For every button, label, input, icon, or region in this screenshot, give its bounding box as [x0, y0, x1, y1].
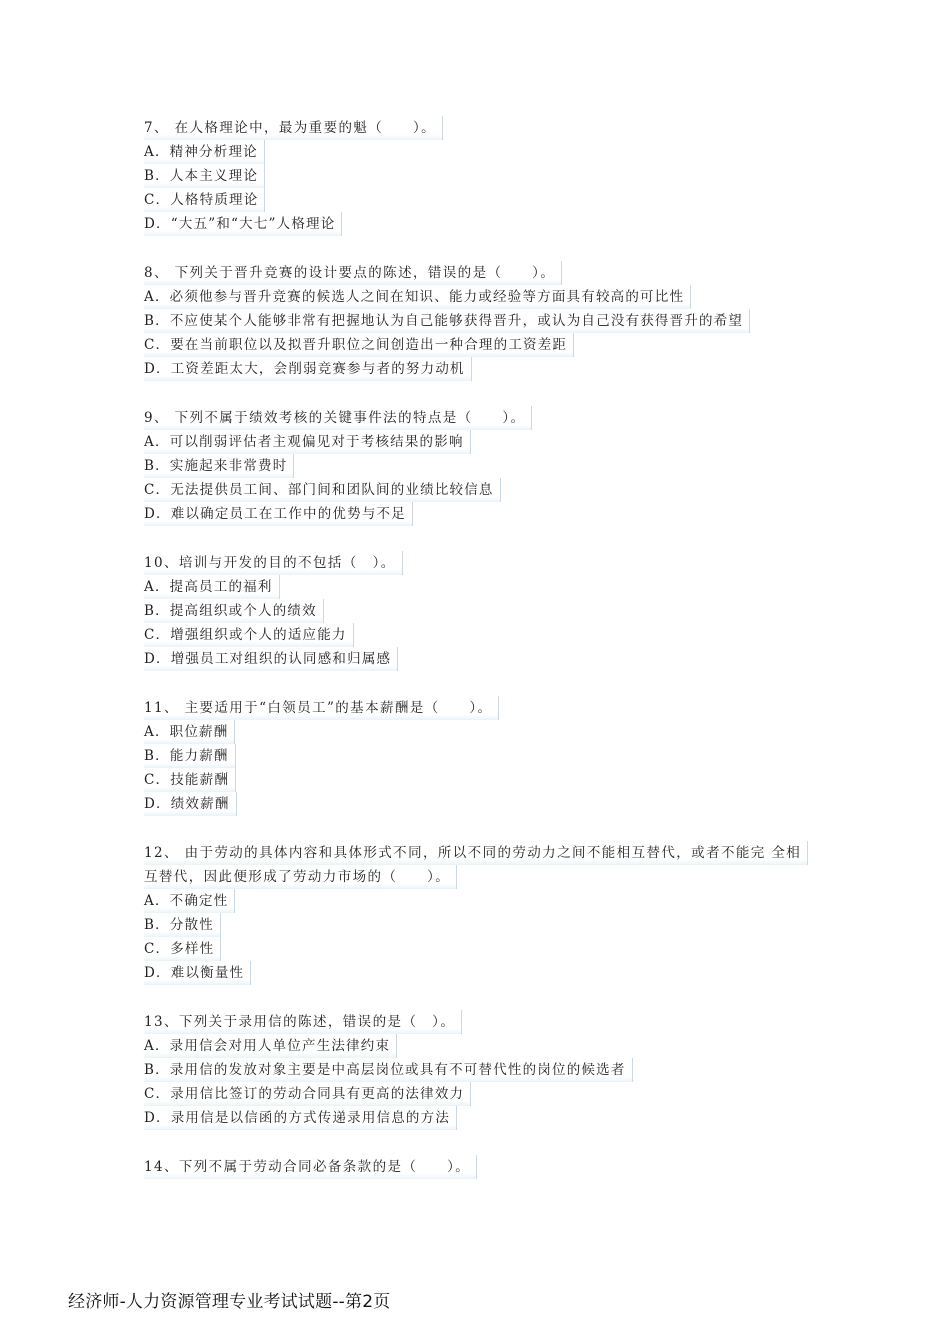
option-d: D．录用信是以信函的方式传递录用信息的方法: [144, 1106, 457, 1130]
question-stem: 14、下列不属于劳动合同必备条款的是（ ）。: [144, 1155, 477, 1179]
option-a: A．提高员工的福利: [144, 575, 280, 599]
option-a: A．录用信会对用人单位产生法律约束: [144, 1034, 397, 1058]
option-a: A．可以削弱评估者主观偏见对于考核结果的影响: [144, 430, 471, 454]
question-stem: 11、 主要适用于“白领员工”的基本薪酬是（ ）。: [144, 696, 499, 720]
page-footer: 经济师-人力资源管理专业考试试题--第2页: [68, 1292, 391, 1312]
question-stem: 13、下列关于录用信的陈述，错误的是（ ）。: [144, 1010, 462, 1034]
question-14: [144, 1155, 824, 1179]
question-stem-line-1: 12、 由于劳动的具体内容和具体形式不同，所以不同的劳动力之间不能相互替代，或者不能完 全相: [144, 841, 808, 865]
option-a: A．职位薪酬: [144, 720, 235, 744]
option-d: D．增强员工对组织的认同感和归属感: [144, 647, 398, 671]
option-b: B．人本主义理论: [144, 164, 265, 188]
question-stem: 8、 下列关于晋升竞赛的设计要点的陈述，错误的是（ ）。: [144, 261, 562, 285]
option-c: C．技能薪酬: [144, 768, 236, 792]
option-c: C．无法提供员工间、部门间和团队间的业绩比较信息: [144, 478, 501, 502]
question-stem: 10、培训与开发的目的不包括（ ）。: [144, 551, 403, 575]
option-b: B．不应使某个人能够非常有把握地认为自己能够获得晋升，或认为自己没有获得晋升的希望: [144, 309, 750, 333]
option-b: B．分散性: [144, 913, 221, 937]
option-a: A．精神分析理论: [144, 140, 265, 164]
option-b: B．实施起来非常费时: [144, 454, 294, 478]
question-7: [144, 116, 824, 236]
question-stem: 7、 在人格理论中，最为重要的魁（ ）。: [144, 116, 443, 140]
question-8: [144, 261, 824, 381]
option-c: C．人格特质理论: [144, 188, 265, 212]
option-d: D．工资差距太大，会削弱竞赛参与者的努力动机: [144, 357, 472, 381]
option-c: C．多样性: [144, 937, 221, 961]
option-b: B．能力薪酬: [144, 744, 236, 768]
question-10: [144, 551, 824, 671]
option-a: A．不确定性: [144, 889, 235, 913]
option-c: C．要在当前职位以及拟晋升职位之间创造出一种合理的工资差距: [144, 333, 574, 357]
question-stem-line-2: 互替代，因此便形成了劳动力市场的（ ）。: [144, 865, 457, 889]
option-d: D．难以确定员工在工作中的优势与不足: [144, 502, 413, 526]
option-d: D．绩效薪酬: [144, 792, 237, 816]
question-stem: 9、 下列不属于绩效考核的关键事件法的特点是（ ）。: [144, 406, 532, 430]
option-b: B．录用信的发放对象主要是中高层岗位或具有不可替代性的岗位的候选者: [144, 1058, 633, 1082]
question-13: [144, 1010, 824, 1130]
option-c: C．增强组织或个人的适应能力: [144, 623, 354, 647]
question-12: [144, 841, 824, 985]
option-d: D．“大五”和“大七”人格理论: [144, 212, 342, 236]
option-b: B．提高组织或个人的绩效: [144, 599, 324, 623]
question-11: [144, 696, 824, 816]
exam-page-content: [144, 116, 824, 1204]
option-a: A．必须他参与晋升竞赛的候选人之间在知识、能力或经验等方面具有较高的可比性: [144, 285, 691, 309]
question-9: [144, 406, 824, 526]
option-d: D．难以衡量性: [144, 961, 251, 985]
option-c: C．录用信比签订的劳动合同具有更高的法律效力: [144, 1082, 471, 1106]
